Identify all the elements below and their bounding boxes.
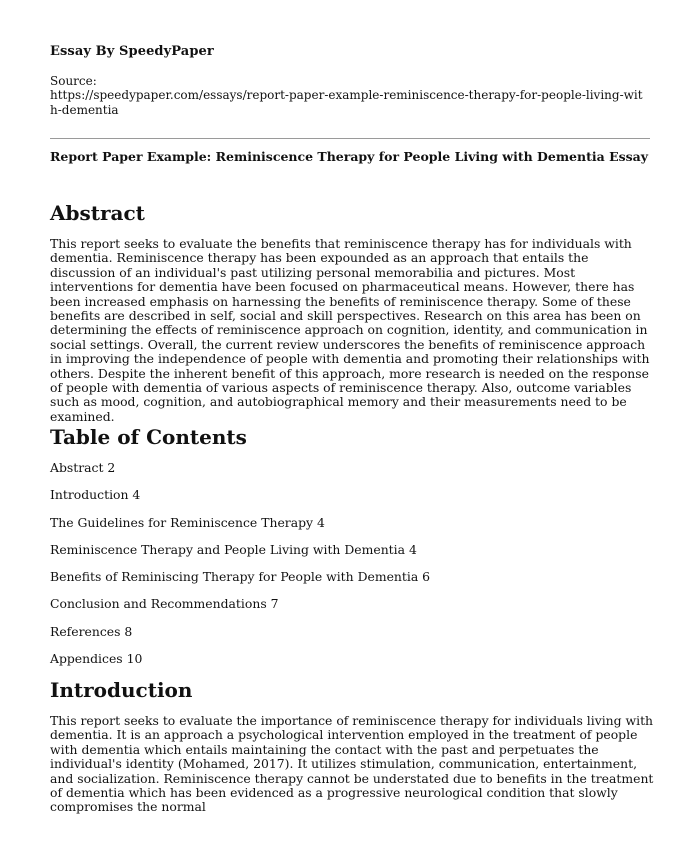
toc-item[interactable]: Introduction 4 xyxy=(50,487,141,503)
abstract-heading: Abstract xyxy=(50,201,145,225)
toc-heading: Table of Contents xyxy=(50,425,247,449)
source-label: Source: xyxy=(50,74,97,88)
toc-item[interactable]: The Guidelines for Reminiscence Therapy 4 xyxy=(50,514,325,530)
toc-item[interactable]: References 8 xyxy=(50,623,133,639)
toc-list xyxy=(50,460,430,678)
introduction-heading: Introduction xyxy=(50,678,193,702)
toc-item[interactable]: Abstract 2 xyxy=(50,460,116,475)
introduction-paragraph: This report seeks to evaluate the importance of reminiscence therapy for individuals living with dementia. It is an approach a psychological intervention employed in the treatment of people with dementia which entails maintaining the contact with the past and perpetuates the individual's identity (Mohamed, 2017). It utilizes stimulation, communication, entertainment, and socialization. Reminiscence therapy cannot be understated due to benefits in the treatment of dementia which has been evidenced as a progressive neurological condition that slowly compromises the normal xyxy=(50,713,654,815)
toc-item[interactable]: Conclusion and Recommendations 7 xyxy=(50,596,279,612)
toc-item[interactable]: Appendices 10 xyxy=(50,651,143,667)
essay-source-title: Essay By SpeedyPaper xyxy=(50,44,214,59)
toc-item[interactable]: Reminiscence Therapy and People Living with Dementia 4 xyxy=(50,541,417,557)
divider xyxy=(50,138,650,139)
source-url[interactable]: https://speedypaper.com/essays/report-paper-example-reminiscence-therapy-for-people-living-with-dementia xyxy=(50,88,643,117)
document-title: Report Paper Example: Reminiscence Therapy for People Living with Dementia Essay xyxy=(50,149,649,164)
toc-item[interactable]: Benefits of Reminiscing Therapy for People with Dementia 6 xyxy=(50,569,431,585)
abstract-paragraph: This report seeks to evaluate the benefits that reminiscence therapy has for individuals with dementia. Reminiscence therapy has been expounded as an approach that entails the discussion of an individual's past utilizing personal memorabilia and pictures. Most interventions for dementia have been focused on pharmaceutical means. However, there has been increased emphasis on harnessing the benefits of reminiscence therapy. Some of these benefits are described in self, social and skill perspectives. Research on this area has been on determining the effects of reminiscence approach on cognition, identity, and communication in social settings. Overall, the current review underscores the benefits of reminiscence approach in improving the independence of people with dementia and promoting their relationships with others. Despite the inherent benefit of this approach, more research is needed on the response of people with dementia of various aspects of reminiscence therapy. Also, outcome variables such as mood, cognition, and autobiographical memory and their measurements need to be examined. xyxy=(50,236,650,424)
